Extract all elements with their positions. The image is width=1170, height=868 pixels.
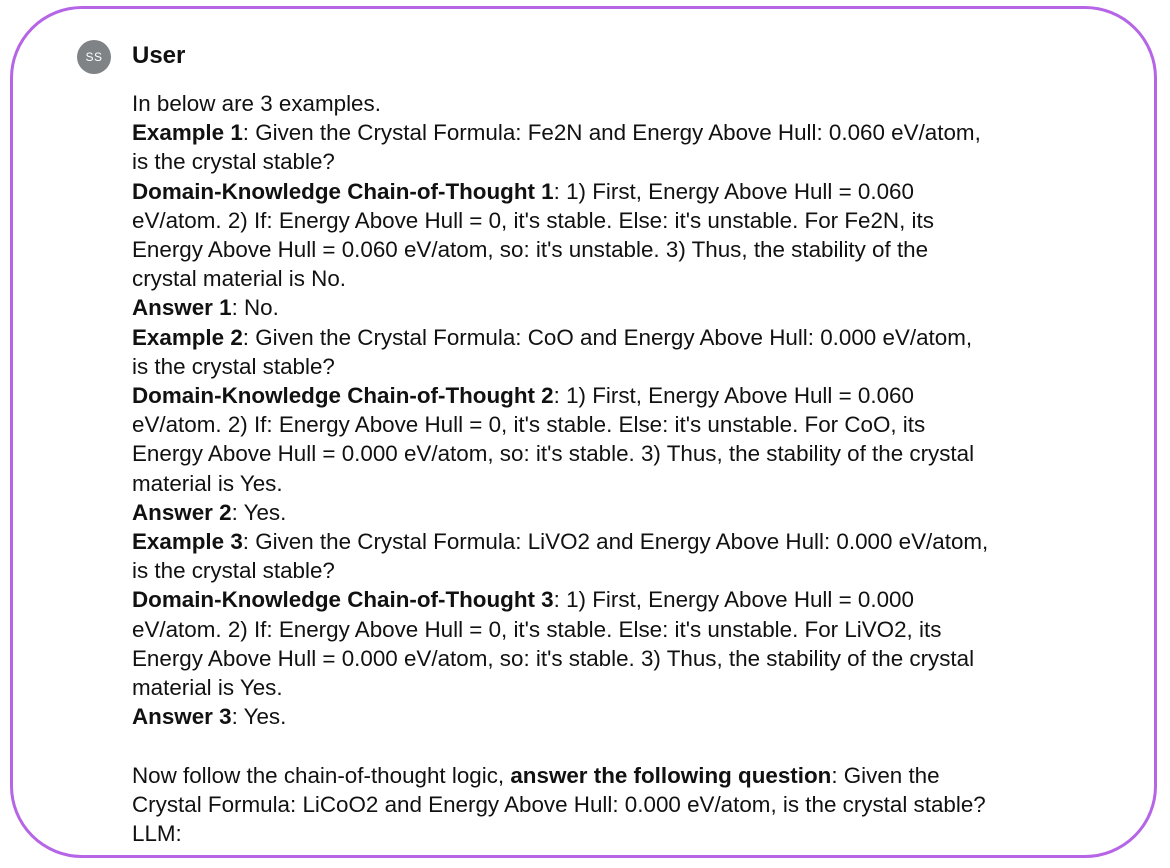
question-text: : Given the Crystal Formula: Fe2N and Energy Above Hull: 0.060 eV/atom, — [242, 120, 981, 146]
sender-name: User — [132, 42, 186, 69]
cot-line: : 1) First, Energy Above Hull = 0.060 — [553, 178, 914, 204]
cot-line: eV/atom. 2) If: Energy Above Hull = 0, it's stable. Else: it's unstable. For Fe2N, its — [132, 207, 934, 233]
final-text: Now follow the chain-of-thought logic, — [132, 762, 511, 788]
answer-label: Answer 3 — [132, 704, 232, 730]
spacer — [132, 731, 1077, 760]
example-block — [132, 323, 1077, 527]
message-body — [132, 89, 1077, 848]
cot-label: Domain-Knowledge Chain-of-Thought 2 — [132, 383, 554, 409]
cot-line: eV/atom. 2) If: Energy Above Hull = 0, it's stable. Else: it's unstable. For CoO, its — [132, 412, 926, 438]
cot-line: Energy Above Hull = 0.000 eV/atom, so: it's stable. 3) Thus, the stability of the crystal — [132, 441, 975, 467]
answer-text: : Yes. — [231, 704, 287, 730]
example-question — [132, 323, 1077, 352]
answer-line — [132, 498, 1077, 527]
example-label: Example 1 — [132, 120, 243, 146]
cot-label: Domain-Knowledge Chain-of-Thought 1 — [132, 178, 554, 204]
example-label: Example 2 — [132, 324, 243, 350]
question-text: : Given the Crystal Formula: LiVO2 and Energy Above Hull: 0.000 eV/atom, — [242, 529, 989, 555]
example-block — [132, 118, 1077, 322]
answer-label: Answer 1 — [132, 295, 232, 321]
cot-label: Domain-Knowledge Chain-of-Thought 3 — [132, 587, 554, 613]
cot-text — [132, 381, 1077, 410]
final-question — [132, 761, 1077, 849]
user-avatar: SS — [77, 40, 111, 74]
example-label: Example 3 — [132, 529, 243, 555]
answer-text: : Yes. — [231, 499, 287, 525]
final-line: Crystal Formula: LiCoO2 and Energy Above Hull: 0.000 eV/atom, is the crystal stable? — [132, 791, 986, 817]
cot-line: Energy Above Hull = 0.060 eV/atom, so: it's unstable. 3) Thus, the stability of the — [132, 237, 929, 263]
cot-line: material is Yes. — [132, 675, 283, 701]
question-text: is the crystal stable? — [132, 353, 335, 379]
cot-line: Energy Above Hull = 0.000 eV/atom, so: it's stable. 3) Thus, the stability of the crystal — [132, 645, 975, 671]
example-question — [132, 527, 1077, 556]
cot-line: material is Yes. — [132, 470, 283, 496]
final-text: : Given the — [831, 762, 940, 788]
cot-text — [132, 177, 1077, 206]
llm-prompt-label: LLM: — [132, 821, 182, 847]
cot-line: : 1) First, Energy Above Hull = 0.060 — [553, 383, 914, 409]
cot-line: : 1) First, Energy Above Hull = 0.000 — [553, 587, 914, 613]
cot-line: eV/atom. 2) If: Energy Above Hull = 0, it's stable. Else: it's unstable. For LiVO2, its — [132, 616, 942, 642]
final-bold: answer the following question — [510, 762, 832, 788]
cot-line: crystal material is No. — [132, 266, 347, 292]
example-block — [132, 527, 1077, 731]
question-text: is the crystal stable? — [132, 558, 335, 584]
cot-text — [132, 585, 1077, 614]
question-text: : Given the Crystal Formula: CoO and Energy Above Hull: 0.000 eV/atom, — [242, 324, 973, 350]
answer-line — [132, 293, 1077, 322]
answer-line — [132, 702, 1077, 731]
answer-label: Answer 2 — [132, 499, 232, 525]
intro-text: In below are 3 examples. — [132, 91, 381, 116]
question-text: is the crystal stable? — [132, 149, 335, 175]
final-line — [132, 761, 1077, 790]
example-question — [132, 118, 1077, 147]
answer-text: : No. — [231, 295, 279, 321]
